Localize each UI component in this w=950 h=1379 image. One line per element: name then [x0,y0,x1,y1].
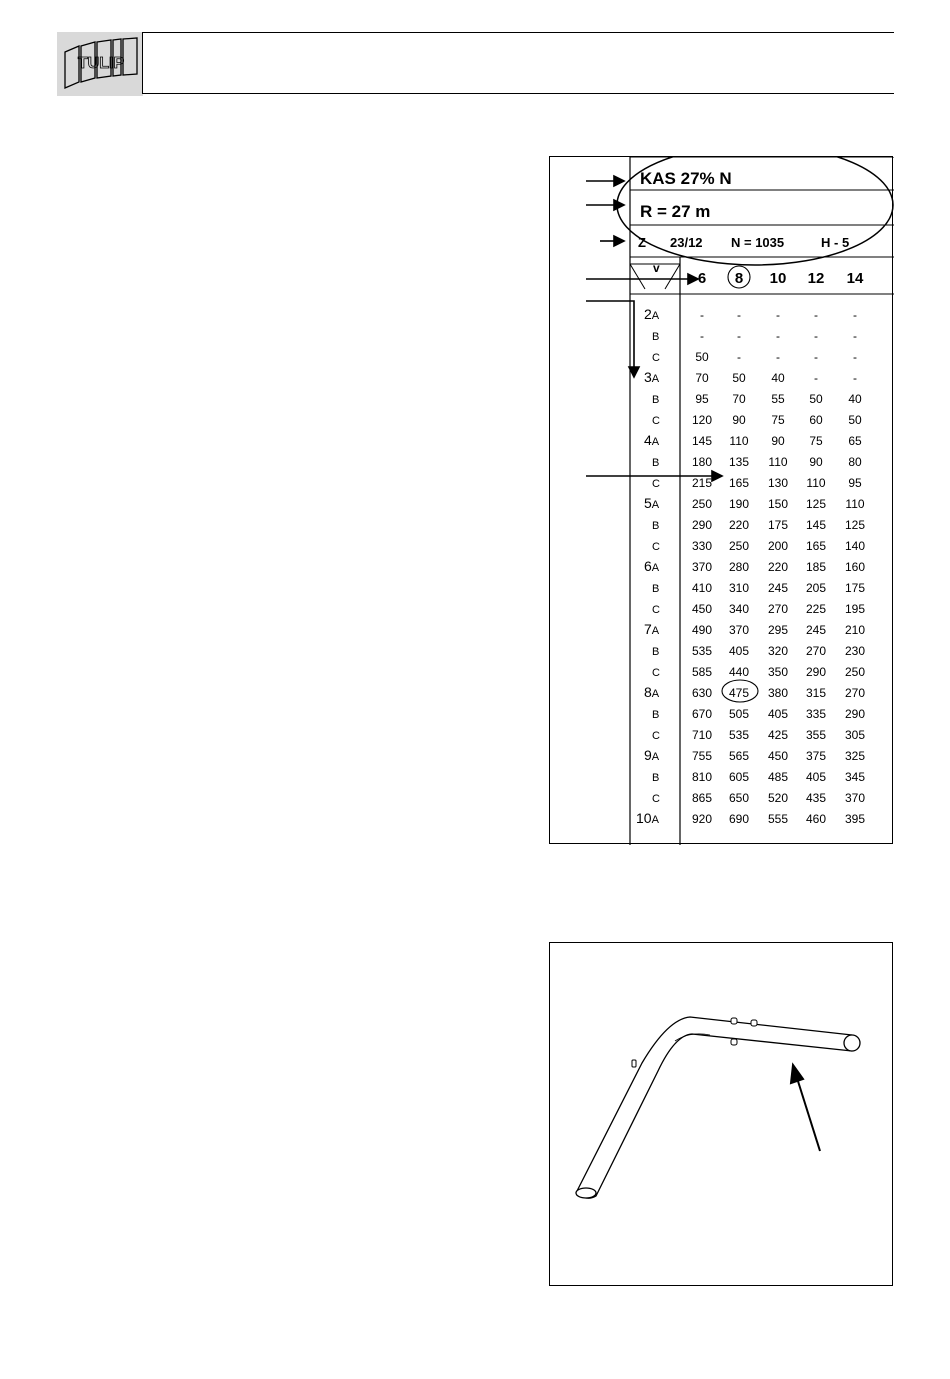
table-cell: 75 [809,434,823,448]
table-cell: 270 [844,686,866,700]
row-label [652,727,660,742]
table-cell: 280 [728,560,750,574]
table-cell: 535 [728,728,750,742]
table-cell: 370 [844,791,866,805]
row-label-number: 3 [644,369,652,385]
table-cell: 215 [691,476,713,490]
table-cell: 250 [691,497,713,511]
row-label-letter: C [652,415,660,427]
table-cell: 405 [805,770,827,784]
table-cell: 110 [845,497,865,511]
row-label-letter: A [651,562,660,574]
table-cell: 370 [691,560,713,574]
table-cell: 325 [844,749,866,763]
working-width: R = 27 m [640,202,711,221]
table-cell: 505 [728,707,750,721]
table-cell: 405 [767,707,789,721]
row-label-letter: C [652,541,660,553]
tube-end-cap [844,1035,860,1051]
row-label-letter: B [652,331,660,343]
table-cell: 220 [767,560,789,574]
table-cell: 370 [728,623,750,637]
table-cell: 305 [844,728,866,742]
table-cell: 270 [805,644,827,658]
row-label [644,685,659,700]
info-code: 23/12 [670,235,703,250]
tube-clamp-1 [731,1018,737,1024]
row-label-letter: A [651,436,660,448]
row-label [652,328,659,343]
row-label-letter: B [652,583,660,595]
row-label [644,559,659,574]
table-cell: 710 [691,728,713,742]
table-cell: - [737,350,741,364]
table-cell: 90 [809,455,823,469]
row-label-number: 2 [644,306,652,322]
table-cell: 330 [691,539,713,553]
table-cell: 425 [767,728,789,742]
row-label-number: 4 [644,432,652,448]
table-cell: 630 [691,686,713,700]
table-cell: 110 [768,455,788,469]
row-label [652,706,659,721]
column-header-6: 6 [697,270,707,287]
table-cell: - [814,329,818,343]
info-z: Z [638,235,646,250]
table-cell: 175 [844,581,866,595]
table-cell: 375 [805,749,827,763]
column-header-8: 8 [734,270,744,287]
table-cell: 195 [844,602,866,616]
table-cell: 50 [848,413,862,427]
logo-text: TULIP [77,55,125,72]
table-cell: 350 [767,665,789,679]
table-cell: 110 [729,434,749,448]
table-cell: 435 [805,791,827,805]
tube-figure [549,942,893,1286]
header-rule-bottom [143,93,894,94]
table-cell: 125 [844,518,866,532]
table-cell: 65 [848,434,862,448]
table-cell: 310 [728,581,750,595]
row-label [644,622,659,637]
row-label [644,370,659,385]
row-label-number: 7 [644,621,652,637]
logo-box [57,32,143,96]
table-cell: 55 [771,392,785,406]
corner-diag-left [630,264,645,289]
row-label-letter: B [652,646,660,658]
column-header-12: 12 [807,270,825,287]
table-cell: 290 [805,665,827,679]
table-cell: 110 [806,476,826,490]
table-cell: - [853,308,857,322]
row-label-letter: A [651,310,660,322]
row-label-letter: A [651,625,660,637]
table-cell: 145 [691,434,713,448]
speed-corner-label: v [653,261,660,275]
table-cell: 200 [767,539,789,553]
table-cell: 180 [691,455,713,469]
arrow-settings [614,236,624,246]
table-cell: 520 [767,791,789,805]
row-label [644,748,659,763]
table-cell: 160 [844,560,866,574]
row-label [652,538,660,553]
product-title: KAS 27% N [640,169,732,188]
table-cell: 380 [767,686,789,700]
table-cell: 485 [767,770,789,784]
row-label [636,811,659,826]
table-cell: 210 [844,623,866,637]
table-cell: 920 [691,812,713,826]
row-label-letter: A [651,688,660,700]
row-label-letter: A [651,499,660,511]
table-cell: 185 [805,560,827,574]
table-cell: 295 [767,623,789,637]
row-label-number: 10 [636,810,652,826]
table-cell: 585 [691,665,713,679]
table-cell: 755 [691,749,713,763]
table-cell: 565 [728,749,750,763]
table-cell: 605 [728,770,750,784]
row-label [652,349,660,364]
table-cell: 245 [805,623,827,637]
table-cell: 40 [848,392,862,406]
row-label-number: 6 [644,558,652,574]
row-label [652,454,659,469]
row-label [644,307,659,322]
row-label [652,769,659,784]
table-cell: 130 [767,476,789,490]
table-cell: 555 [767,812,789,826]
row-label-letter: A [651,373,660,385]
table-cell: 225 [805,602,827,616]
table-cell: 490 [691,623,713,637]
spreader-tube-illustration [550,943,894,1287]
table-cell: 245 [767,581,789,595]
table-cell: 460 [805,812,827,826]
table-cell: - [814,350,818,364]
table-cell: 395 [844,812,866,826]
table-cell: - [737,308,741,322]
row-label-letter: A [651,751,660,763]
info-h: H - 5 [821,235,850,250]
table-cell: 535 [691,644,713,658]
row-label-letter: B [652,394,660,406]
table-cell: 50 [809,392,823,406]
table-cell: - [700,329,704,343]
row-label-number: 9 [644,747,652,763]
table-cell: 865 [691,791,713,805]
table-cell: - [776,329,780,343]
table-cell: 50 [732,371,746,385]
table-cell: 75 [771,413,785,427]
row-label-letter: A [651,814,659,826]
table-cell: 70 [732,392,746,406]
table-cell: 410 [691,581,713,595]
header-divider [142,32,143,94]
table-cell: 250 [844,665,866,679]
row-label [652,580,659,595]
table-cell: 450 [767,749,789,763]
row-label-letter: B [652,520,660,532]
table-cell: 450 [691,602,713,616]
column-header-14: 14 [846,270,864,287]
table-cell: 40 [771,371,785,385]
tube-arrow [791,1065,803,1083]
row-label-number: 5 [644,495,652,511]
row-label-letter: B [652,457,660,469]
table-cell: 70 [695,371,709,385]
table-cell: 290 [691,518,713,532]
table-cell: 405 [728,644,750,658]
table-cell: 80 [848,455,862,469]
table-cell: 335 [805,707,827,721]
row-label [652,601,660,616]
header-rule-top [143,32,894,33]
table-cell: 440 [728,665,750,679]
table-cell: 140 [844,539,866,553]
table-cell: 690 [728,812,750,826]
row-label [652,391,659,406]
tube-clamp-2 [751,1020,757,1026]
table-cell: 270 [767,602,789,616]
table-cell: 475 [728,686,750,700]
table-cell: 50 [695,350,709,364]
tulip-logo [57,32,143,96]
row-label [652,475,660,490]
table-cell: 810 [691,770,713,784]
row-label-letter: C [652,667,660,679]
table-cell: - [814,308,818,322]
table-cell: 650 [728,791,750,805]
table-cell: - [814,371,818,385]
table-cell: 120 [691,413,713,427]
table-cell: - [776,308,780,322]
table-cell: 230 [844,644,866,658]
row-label-letter: C [652,478,660,490]
row-label-number: 8 [644,684,652,700]
row-label-letter: B [652,772,660,784]
table-cell: - [776,350,780,364]
row-label [652,517,659,532]
row-label [652,643,659,658]
row-label [652,790,660,805]
row-label [652,412,660,427]
table-cell: 125 [805,497,827,511]
row-label [644,433,659,448]
info-n: N = 1035 [731,235,785,250]
table-cell: 90 [732,413,746,427]
table-cell: 290 [844,707,866,721]
tube-body [577,1017,852,1198]
table-cell: 345 [844,770,866,784]
tube-clamp-3 [731,1039,737,1045]
table-cell: 670 [691,707,713,721]
table-cell: 340 [728,602,750,616]
table-cell: - [853,329,857,343]
tube-bottom-end [576,1188,596,1198]
table-cell: 355 [805,728,827,742]
table-cell: - [853,371,857,385]
row-label-letter: C [652,604,660,616]
table-cell: - [853,350,857,364]
table-cell: 165 [728,476,750,490]
table-cell: 95 [848,476,862,490]
table-cell: 165 [805,539,827,553]
table-cell: - [737,329,741,343]
table-cell: 90 [771,434,785,448]
table-cell: 135 [728,455,750,469]
table-cell: 145 [805,518,827,532]
table-cell: - [700,308,704,322]
table-cell: 175 [767,518,789,532]
tube-clamp-4 [632,1060,636,1067]
table-cell: 95 [695,392,709,406]
table-cell: 315 [805,686,827,700]
spread-table-figure [549,156,893,844]
row-label [644,496,659,511]
table-cell: 205 [805,581,827,595]
table-cell: 150 [767,497,789,511]
table-cell: 60 [809,413,823,427]
row-label-letter: C [652,730,660,742]
table-cell: 220 [728,518,750,532]
row-label-letter: B [652,709,660,721]
table-cell: 190 [728,497,750,511]
arrow-product [614,176,624,186]
table-cell: 250 [728,539,750,553]
row-label-letter: C [652,793,660,805]
column-header-10: 10 [769,270,787,287]
row-label [652,664,660,679]
row-label-letter: C [652,352,660,364]
corner-diag-right [665,264,680,289]
table-cell: 320 [767,644,789,658]
